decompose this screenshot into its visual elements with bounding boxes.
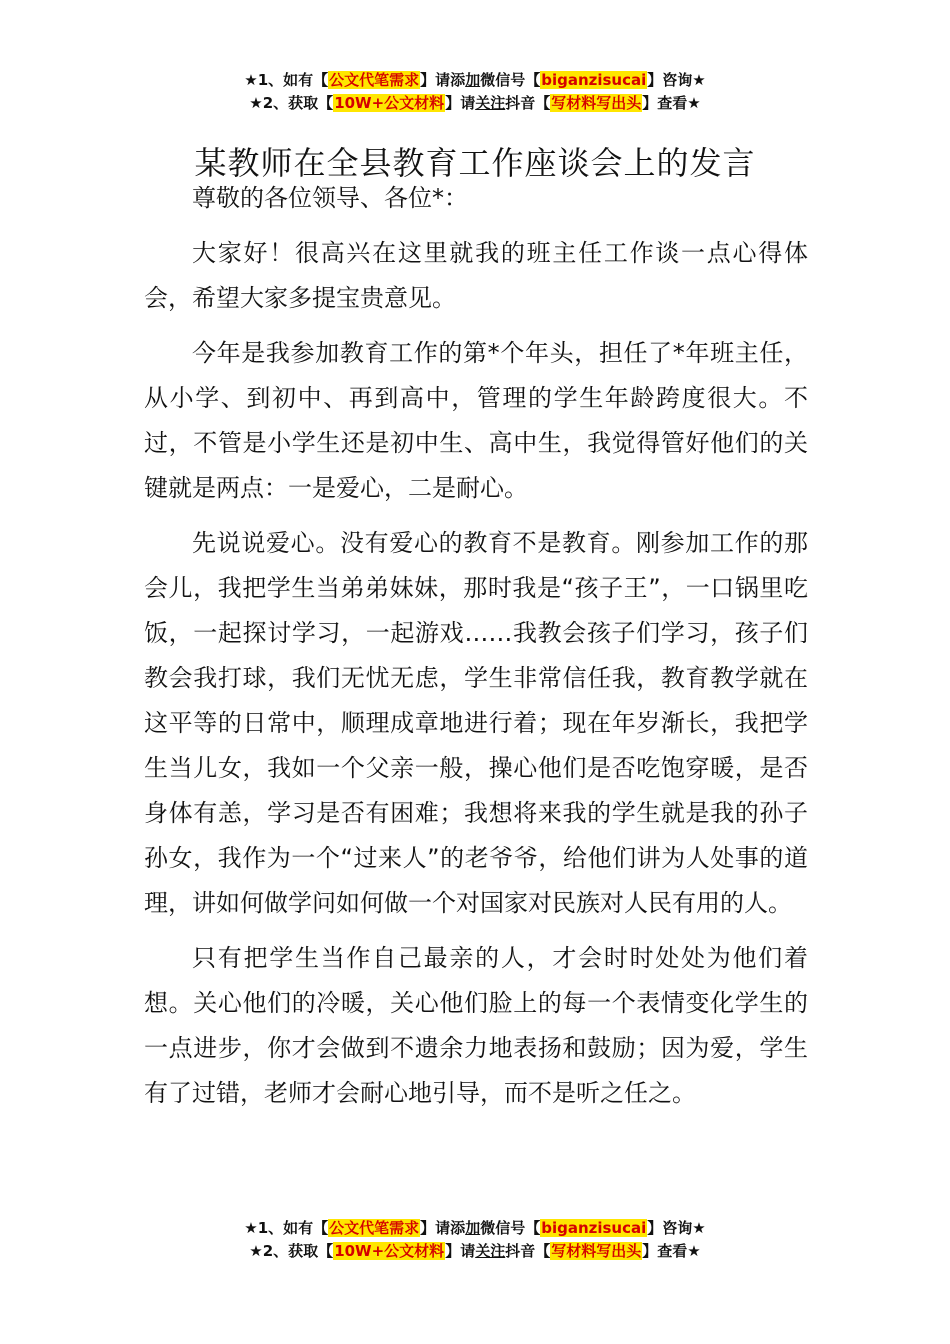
paragraph: 大家好！很高兴在这里就我的班主任工作谈一点心得体会，希望大家多提宝贵意见。 — [144, 239, 808, 312]
promo-line-2: ★2、获取【10W+公文材料】请关注抖音【写材料写出头】查看★ — [249, 94, 701, 112]
paragraph: 今年是我参加教育工作的第*个年头，担任了*年班主任，从小学、到初中、再到高中，管理的学生年龄跨度很大。不过，不管是小学生还是初中生、高中生，我觉得管好他们的关键就是两点：一是爱心，二是耐心。 — [144, 339, 808, 502]
promo-banner-bottom — [0, 1217, 950, 1263]
highlight-douyin: 写材料写出头 — [551, 1242, 642, 1260]
highlight-wechat-id: biganzisucai — [541, 71, 647, 89]
highlight-materials: 10W+公文材料 — [334, 94, 445, 112]
highlight-douyin: 写材料写出头 — [551, 94, 642, 112]
promo-banner-top — [0, 69, 950, 115]
highlight-materials: 10W+公文材料 — [334, 1242, 445, 1260]
highlight-service: 公文代笔需求 — [329, 71, 420, 89]
highlight-service: 公文代笔需求 — [329, 1219, 420, 1237]
promo-line-2: ★2、获取【10W+公文材料】请关注抖音【写材料写出头】查看★ — [249, 1242, 701, 1260]
promo-line-1: ★1、如有【公文代笔需求】请添加微信号【biganzisucai】咨询★ — [244, 71, 706, 89]
promo-line-1: ★1、如有【公文代笔需求】请添加微信号【biganzisucai】咨询★ — [244, 1219, 706, 1237]
paragraph: 先说说爱心。没有爱心的教育不是教育。刚参加工作的那会儿，我把学生当弟弟妹妹，那时我是“孩子王”，一口锅里吃饭，一起探讨学习，一起游戏……我教会孩子们学习，孩子们教会我打球，我们无忧无虑，学生非常信任我，教育教学就在这平等的日常中，顺理成章地进行着；现在年岁渐长，我把学生当儿女，我如一个父亲一般，操心他们是否吃饱穿暖，是否身体有恙，学习是否有困难；我想将来我的学生就是我的孙子孙女，我作为一个“过来人”的老爷爷，给他们讲为人处事的道理，讲如何做学问如何做一个对国家对民族对人民有用的人。 — [144, 529, 808, 917]
paragraph: 只有把学生当作自己最亲的人，才会时时处处为他们着想。关心他们的冷暖，关心他们脸上的每一个表情变化学生的一点进步，你才会做到不遗余力地表扬和鼓励；因为爱，学生有了过错，老师才会耐心地引导，而不是听之任之。 — [144, 944, 808, 1107]
document-body — [144, 176, 808, 1126]
salutation: 尊敬的各位领导、各位*： — [192, 184, 468, 212]
document-title: 某教师在全县教育工作座谈会上的发言 — [194, 144, 756, 183]
highlight-wechat-id: biganzisucai — [541, 1219, 647, 1237]
